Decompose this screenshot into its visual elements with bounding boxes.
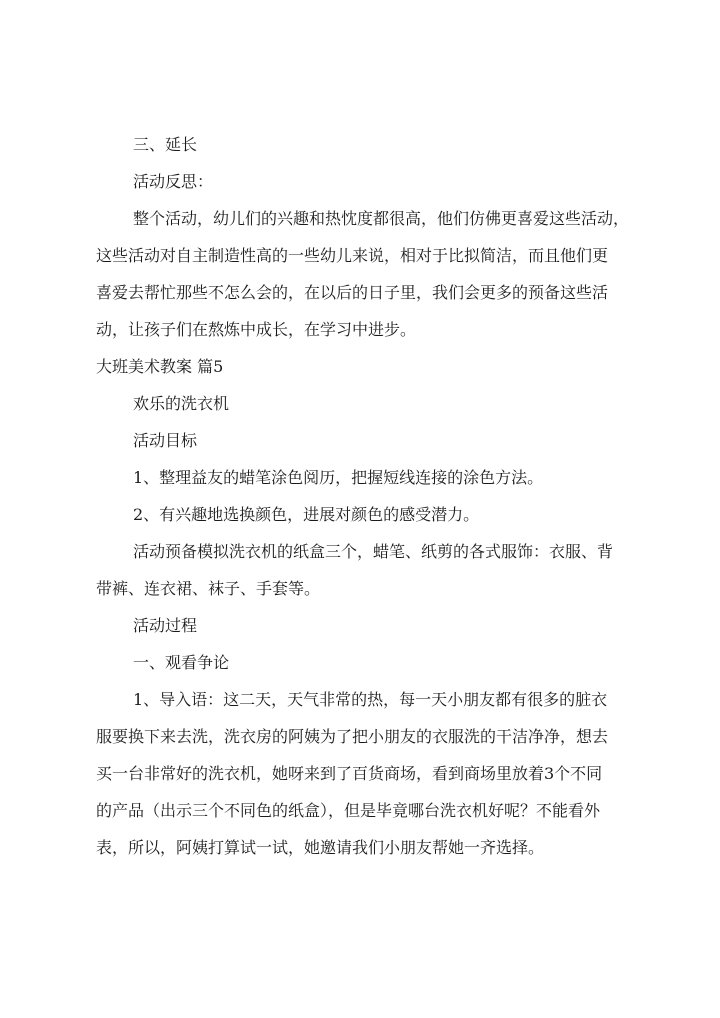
process-heading: 活动过程 <box>133 616 198 635</box>
paragraph-line: 买一台非常好的洗衣机，她呀来到了百货商场，看到商场里放着3个不同 <box>96 764 603 783</box>
paragraph-line: 活动预备模拟洗衣机的纸盒三个，蜡笔、纸剪的各式服饰：衣服、背 <box>133 542 614 561</box>
paragraph-line: 喜爱去帮忙那些不怎么会的，在以后的日子里，我们会更多的预备这些活 <box>96 283 609 302</box>
paragraph-line: 1、导入语：这二天，天气非常的热，每一天小朋友都有很多的脏衣 <box>133 690 608 709</box>
goals-heading: 活动目标 <box>133 431 198 450</box>
document-body <box>96 126 636 866</box>
step-heading: 一、观看争论 <box>133 653 230 672</box>
paragraph-line: 带裤、连衣裙、袜子、手套等。 <box>96 579 321 598</box>
paragraph-line: 整个活动，幼儿们的兴趣和热忱度都很高，他们仿佛更喜爱这些活动， <box>133 209 630 228</box>
goal-item: 2、有兴趣地选换颜色，进展对颜色的感受潜力。 <box>133 505 480 524</box>
section-heading: 三、延长 <box>133 135 198 154</box>
goal-item: 1、整理益友的蜡笔涂色阅历，把握短线连接的涂色方法。 <box>133 468 544 487</box>
lesson-title: 大班美术教案 篇5 <box>96 357 224 376</box>
paragraph-line: 服要换下来去洗，洗衣房的阿姨为了把小朋友的衣服洗的干洁净净，想去 <box>96 727 609 746</box>
paragraph-line: 的产品（出示三个不同色的纸盒），但是毕竟哪台洗衣机好呢？不能看外 <box>96 801 601 820</box>
reflection-heading: 活动反思： <box>133 172 214 191</box>
paragraph-line: 这些活动对自主制造性高的一些幼儿来说，相对于比拟简洁，而且他们更 <box>96 246 609 265</box>
paragraph-line: 动，让孩子们在熬炼中成长，在学习中进步。 <box>96 320 417 339</box>
paragraph-line: 表，所以，阿姨打算试一试，她邀请我们小朋友帮她一齐选择。 <box>96 838 545 857</box>
activity-name: 欢乐的洗衣机 <box>133 394 230 413</box>
